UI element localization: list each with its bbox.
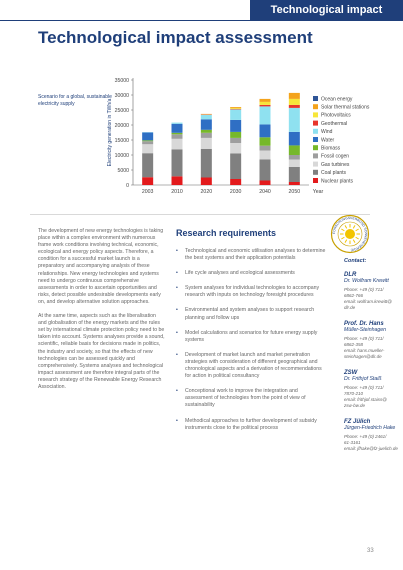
legend-swatch	[313, 129, 318, 134]
intro-text-column	[38, 228, 165, 398]
legend-entry: Coal plants	[321, 170, 347, 177]
bar-segment	[230, 107, 241, 108]
research-item-text: Conceptional work to improve the integration and assessment of technologies from the point of view of sustainability	[185, 388, 306, 409]
y-tick-label: 35000	[114, 77, 129, 84]
research-item	[176, 307, 326, 321]
contact-detail: 6862-766	[344, 293, 364, 298]
x-tick-label: 2020	[200, 189, 213, 195]
bar-segment	[289, 182, 300, 185]
bar-segment	[289, 105, 300, 108]
bullet-icon: •	[176, 417, 178, 424]
contact-detail: Phone: +49 (0) 711/	[344, 336, 384, 341]
legend-entry: Solar thermal stations	[321, 104, 370, 111]
research-item	[176, 388, 326, 409]
contact-detail: dlr.de	[344, 305, 356, 310]
contact-org: Prof. Dr. Hans	[344, 321, 384, 327]
electricity-supply-chart	[0, 72, 403, 202]
legend-entry: Photovoltaics	[321, 112, 351, 119]
contact-person: Jürgen-Friedrich Hake	[344, 425, 396, 431]
y-tick-label: 10000	[114, 152, 129, 159]
research-item	[176, 330, 326, 344]
bar-segment	[201, 138, 212, 149]
bar-segment	[230, 132, 241, 138]
bar-segment	[230, 179, 241, 185]
body-paragraph: The development of new energy technologies is taking place within a complex environment with numerous frame work conditions involving technical, economic, ecological and energy policy aspects. Therefore, a condition for a successful market launch is a preparatory and accompanying analysis of these relationships. New energy technologies and systems need to undergo continuous comprehensive assessments in order to ascertain opportunities and risks, detect possible undesirable developments early on, and develop alternative solution approaches.	[38, 228, 164, 305]
bar-segment	[142, 153, 153, 177]
bar-segment	[172, 139, 183, 150]
contact-person: Dr. Frithjof Staiß	[344, 376, 382, 382]
research-item	[176, 418, 326, 432]
contact-detail: email: jfhake@fz-juelich.de	[344, 446, 398, 451]
research-heading: Research requirements	[176, 228, 277, 238]
bullet-icon: •	[176, 248, 178, 254]
section-divider	[30, 214, 370, 215]
y-tick-label: 0	[126, 182, 129, 189]
bar-segment	[260, 146, 271, 151]
page-number: 33	[367, 548, 374, 554]
contact-detail: steinhagen@dlr.de	[344, 354, 382, 359]
contact-detail: email: frithjof.staiss@	[344, 397, 387, 402]
x-axis-label: Year	[312, 189, 324, 195]
research-item-text: Technological and economic utilisation analyses to determine the best systems and their application potentials	[185, 248, 326, 262]
research-item-text: System analyses for individual technologies to accompany research with inputs on technology foresight procedures	[185, 285, 320, 299]
x-tick-label: 2010	[171, 189, 183, 195]
research-item-text: Development of market launch and market penetration strategies with consideration of different geographical and chronological aspects and a derivation of recommendations for action in political consultancy	[185, 351, 322, 380]
legend-swatch	[313, 170, 318, 175]
bar-segment	[172, 133, 183, 135]
bar-segment	[201, 115, 212, 120]
bullet-icon: •	[176, 307, 178, 314]
bar-segment	[260, 102, 271, 105]
bar-segment	[142, 177, 153, 185]
legend-swatch	[313, 145, 318, 150]
legend-entry: Biomass	[321, 145, 341, 152]
research-item-text: Methodical approaches to further development of subsidy instruments close to the political process	[185, 417, 317, 431]
legend-entry: Nuclear plants	[321, 178, 353, 185]
legend-entry: Geothermal	[321, 120, 348, 127]
legend-swatch	[313, 137, 318, 142]
bullet-icon: •	[176, 270, 178, 277]
bar-segment	[230, 143, 241, 154]
bar-segment	[260, 99, 271, 102]
bar-segment	[142, 133, 153, 141]
chart-title: Scenario for a global, sustainable electricity supply	[38, 94, 112, 107]
bar-segment	[230, 109, 241, 110]
seal-text: FORSCHUNGSVERBUND SONNENENERGIE	[331, 215, 369, 253]
bar-segment	[260, 160, 271, 181]
contact-heading: Contact:	[344, 258, 367, 264]
bullet-icon: •	[176, 388, 178, 395]
bar-segment	[142, 144, 153, 153]
bar-segment	[289, 155, 300, 160]
contact-detail: 7870-210	[344, 391, 364, 396]
bar-segment	[172, 149, 183, 176]
research-item-text: Life cycle analyses and ecological assessments	[185, 270, 295, 277]
section-tab: Technological impact	[250, 0, 403, 20]
contact-detail: Phone: +49 (0) 2461/	[344, 434, 387, 439]
header-rule	[0, 20, 403, 21]
research-item	[176, 352, 326, 380]
x-tick-label: 2030	[229, 189, 242, 195]
y-tick-label: 5000	[117, 167, 129, 174]
bar-segment	[260, 106, 271, 124]
contact-org: FZ Jülich	[344, 419, 371, 425]
research-item	[176, 248, 326, 262]
bar-segment	[260, 137, 271, 145]
y-tick-label: 25000	[114, 107, 129, 114]
legend-entry: Ocean energy	[321, 96, 353, 103]
research-item	[176, 285, 326, 299]
legend-entry: Fossil cogen	[321, 153, 350, 160]
forschungsverbund-seal-icon	[330, 214, 370, 254]
contact-detail: Phone: +49 (0) 711/	[344, 385, 384, 390]
bar-segment	[289, 160, 300, 168]
y-tick-label: 20000	[114, 122, 129, 129]
contact-entry	[344, 272, 402, 311]
research-requirements-column	[176, 228, 326, 440]
bar-segment	[201, 178, 212, 186]
bar-segment	[230, 154, 241, 180]
bar-segment	[260, 124, 271, 137]
bar-segment	[230, 138, 241, 143]
contact-org: ZSW	[344, 370, 358, 376]
y-axis-label: Electricity generation in TWh/a	[107, 98, 113, 167]
bar-segment	[142, 141, 153, 144]
bar-segment	[289, 145, 300, 155]
legend-swatch	[313, 112, 318, 117]
bar-segment	[289, 132, 300, 146]
contact-detail: email: hans.mueller-	[344, 348, 385, 353]
bar-segment	[201, 149, 212, 178]
bullet-icon: •	[176, 285, 178, 292]
contact-detail: 61-3161	[344, 440, 361, 445]
bar-segment	[201, 130, 212, 133]
x-tick-label: 2050	[288, 189, 301, 195]
bullet-icon: •	[176, 351, 178, 358]
bar-segment	[260, 181, 271, 186]
contact-column	[344, 258, 402, 462]
research-item	[176, 270, 326, 277]
contact-detail: zsw-bw.de	[344, 403, 366, 408]
bar-segment	[289, 99, 300, 105]
contact-list	[344, 272, 402, 452]
research-list	[176, 248, 326, 432]
bar-segment	[289, 108, 300, 132]
y-tick-label: 15000	[114, 137, 129, 144]
y-tick-label: 30000	[114, 92, 129, 99]
x-tick-label: 2040	[259, 189, 271, 195]
bar-segment	[172, 124, 183, 133]
bar-segment	[289, 167, 300, 182]
research-item-text: Environmental and system analyses to support research planning and follow ups	[185, 307, 315, 321]
bar-segment	[142, 140, 153, 141]
legend-entry: Wind	[321, 129, 333, 136]
contact-entry	[344, 370, 402, 409]
bullet-icon: •	[176, 329, 178, 336]
legend-swatch	[313, 96, 318, 101]
bar-segment	[172, 123, 183, 124]
legend-swatch	[313, 121, 318, 126]
contact-person: Dr. Wolfram Krewitt	[344, 278, 389, 284]
x-tick-label: 2003	[141, 189, 154, 195]
contact-detail: email: wolfram.krewitt@	[344, 299, 392, 304]
contact-person: Müller-Steinhagen	[344, 327, 387, 333]
page-title: Technological impact assessment	[38, 28, 313, 47]
research-item-text: Model calculations and scenarios for future energy supply systems	[185, 329, 318, 343]
contact-detail: 6862-358	[344, 342, 364, 347]
contact-org: DLR	[344, 272, 357, 278]
bar-segment	[260, 105, 271, 107]
legend-swatch	[313, 153, 318, 158]
bar-segment	[201, 119, 212, 130]
legend-swatch	[313, 162, 318, 167]
bar-segment	[230, 109, 241, 120]
legend-entry: Water	[321, 137, 335, 144]
bar-segment	[260, 151, 271, 160]
bar-segment	[230, 108, 241, 109]
contact-entry	[344, 321, 402, 360]
contact-detail: Phone: +49 (0) 711/	[344, 287, 384, 292]
bar-segment	[172, 134, 183, 139]
body-paragraph: At the same time, aspects such as the liberalisation and globalisation of the energy markets and the rules set by international climate protection policy need to be taken into account. Systems analyses provide a sound, scientific, reliable basis for decisions made in politics, the industry and society, so that the effects of new technologies can be assessed quickly and comprehensively. Systems analyses and technological impact assessment are therefore integral parts of the research strategy of the Renewable Energy Research Association.	[38, 313, 165, 390]
legend-swatch	[313, 178, 318, 183]
contact-entry	[344, 419, 402, 452]
bar-segment	[201, 133, 212, 138]
bar-segment	[289, 93, 300, 99]
bar-segment	[230, 120, 241, 132]
legend-entry: Gas turbines	[321, 161, 350, 168]
bar-segment	[172, 176, 183, 185]
legend-swatch	[313, 104, 318, 109]
